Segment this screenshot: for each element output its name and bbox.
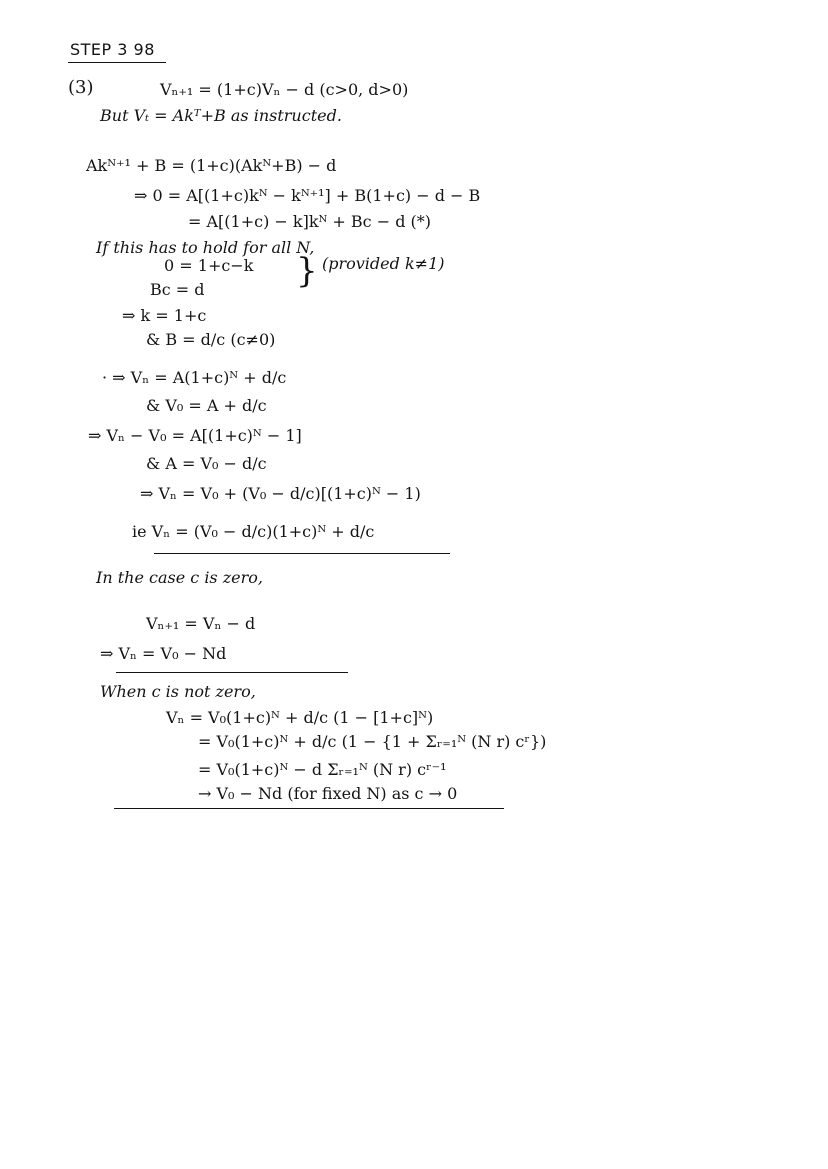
v0-relation: & V₀ = A + d/c <box>146 396 267 415</box>
zero-result: ⇒ Vₙ = V₀ − Nd <box>100 644 227 663</box>
a-result: & A = V₀ − d/c <box>146 454 267 473</box>
expansion-line-2: = A[(1+c) − k]kᴺ + Bc − d (*) <box>188 212 432 231</box>
page-heading: STEP 3 98 <box>70 40 155 59</box>
recurrence-line: Vₙ₊₁ = (1+c)Vₙ − d (c>0, d>0) <box>160 80 409 99</box>
proviso-text: (provided k≠1) <box>322 254 445 273</box>
equation-bc: Bc = d <box>150 280 205 299</box>
divider-3 <box>114 808 504 809</box>
limit-line-2: = V₀(1+c)ᴺ + d/c (1 − {1 + Σᵣ₌₁ᴺ (N r) cʳ}) <box>198 732 547 751</box>
part-number: (3) <box>68 77 94 98</box>
b-result: & B = d/c (c≠0) <box>146 330 276 349</box>
limit-line-1: Vₙ = V₀(1+c)ᴺ + d/c (1 − [1+c]ᴺ) <box>166 708 434 727</box>
expansion-line-1: ⇒ 0 = A[(1+c)kᴺ − kᴺ⁺¹] + B(1+c) − d − B <box>134 186 481 205</box>
divider-1 <box>154 553 450 554</box>
divider-2 <box>116 672 348 673</box>
vn-substituted: ⇒ Vₙ = V₀ + (V₀ − d/c)[(1+c)ᴺ − 1) <box>140 484 421 503</box>
zero-recurrence: Vₙ₊₁ = Vₙ − d <box>146 614 256 633</box>
substitution-line: Akᴺ⁺¹ + B = (1+c)(Akᴺ+B) − d <box>86 156 337 175</box>
condition-text: If this has to hold for all N, <box>96 238 315 257</box>
limit-line-3: = V₀(1+c)ᴺ − d Σᵣ₌₁ᴺ (N r) cʳ⁻¹ <box>198 760 447 779</box>
brace-symbol: } <box>296 251 318 291</box>
case-zero-text: In the case c is zero, <box>96 568 263 587</box>
k-result: ⇒ k = 1+c <box>122 306 207 325</box>
heading-underline <box>68 62 166 63</box>
limit-line-4: → V₀ − Nd (for fixed N) as c → 0 <box>198 784 458 803</box>
difference-line: ⇒ Vₙ − V₀ = A[(1+c)ᴺ − 1] <box>88 426 302 445</box>
case-nonzero-text: When c is not zero, <box>100 682 256 701</box>
vn-final: ie Vₙ = (V₀ − d/c)(1+c)ᴺ + d/c <box>132 522 375 541</box>
vn-general: · ⇒ Vₙ = A(1+c)ᴺ + d/c <box>102 368 287 387</box>
equation-zero: 0 = 1+c−k <box>164 256 254 275</box>
assumption-line: But Vₜ = Akᵀ+B as instructed. <box>100 106 342 125</box>
